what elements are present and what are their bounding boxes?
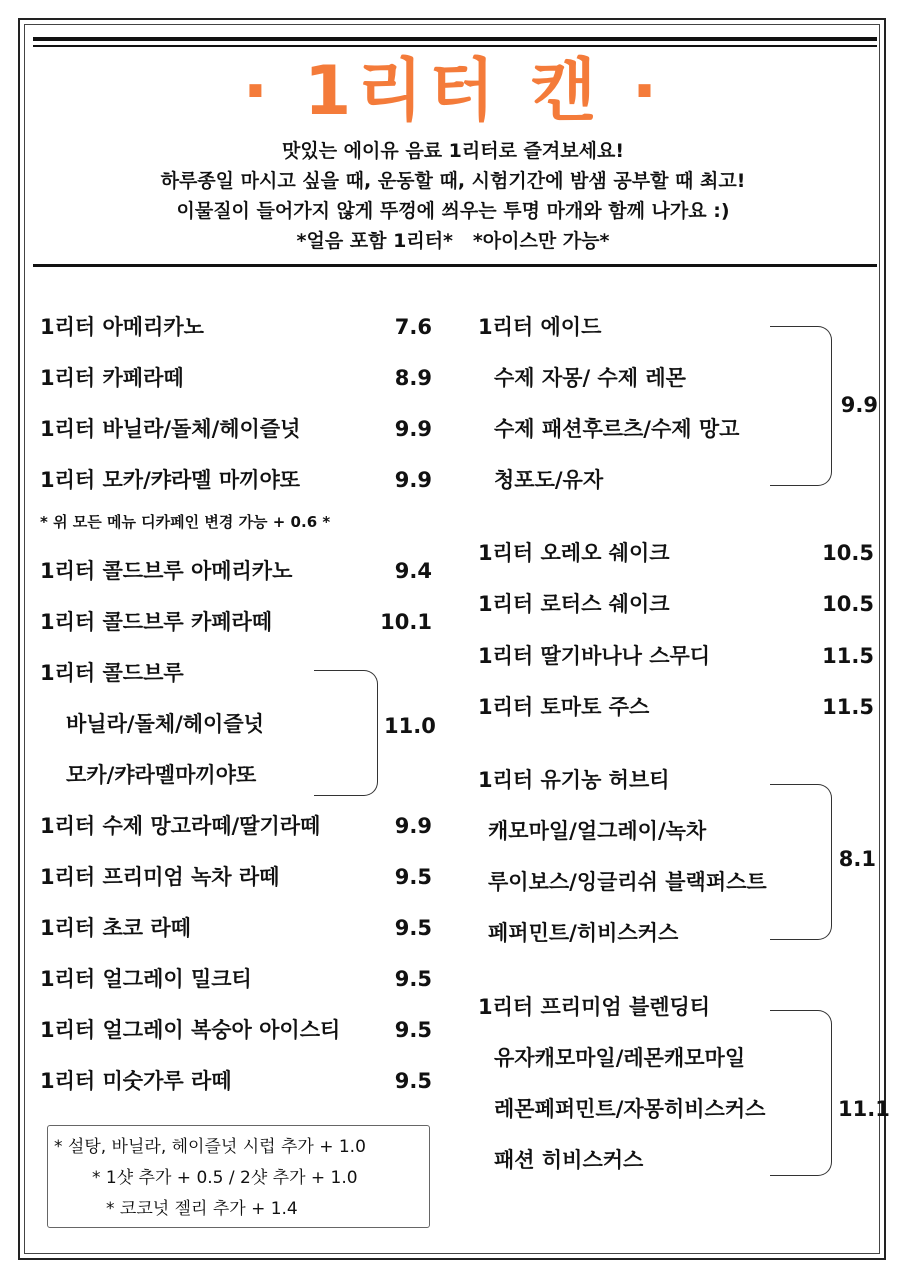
menu-price: 9.5: [394, 967, 432, 991]
group-option: 패션 히비스커스: [494, 1148, 644, 1172]
group-price: 11.0: [384, 714, 436, 738]
menu-item: 1리터 얼그레이 복숭아 아이스티: [40, 1018, 341, 1042]
top-rule-thick: [33, 37, 877, 41]
menu-item: 1리터 모카/캬라멜 마끼야또: [40, 468, 301, 492]
group-price: 8.1: [838, 847, 876, 871]
menu-item: 1리터 미숫가루 라떼: [40, 1069, 232, 1093]
group-bracket: [770, 1010, 832, 1176]
group-option: 바닐라/돌체/헤이즐넛: [66, 712, 264, 736]
menu-price: 9.5: [394, 916, 432, 940]
menu-item: 1리터 카페라떼: [40, 366, 184, 390]
intro-line: *얼음 포함 1리터* *아이스만 가능*: [296, 230, 610, 252]
decaf-note: * 위 모든 메뉴 디카페인 변경 가능 + 0.6 *: [40, 513, 331, 531]
menu-price: 9.5: [394, 865, 432, 889]
header-divider: [33, 264, 877, 267]
intro-line: 맛있는 에이유 음료 1리터로 즐겨보세요!: [281, 140, 624, 162]
group-option: 페퍼민트/히비스커스: [488, 921, 679, 945]
menu-item: 1리터 딸기바나나 스무디: [478, 644, 711, 668]
menu-price: 7.6: [394, 315, 432, 339]
group-option: 수제 자몽/ 수제 레몬: [494, 366, 686, 390]
menu-price: 10.5: [822, 592, 874, 616]
group-option: 유자캐모마일/레몬캐모마일: [494, 1046, 746, 1070]
menu-price: 10.5: [822, 541, 874, 565]
group-option: 캐모마일/얼그레이/녹차: [488, 819, 707, 843]
menu-item: 1리터 오레오 쉐이크: [478, 541, 670, 565]
group-option: 수제 패션후르츠/수제 망고: [494, 417, 740, 441]
menu-price: 9.4: [394, 559, 432, 583]
intro-line: 이물질이 들어가지 않게 뚜껑에 씌우는 투명 마개와 함께 나가요 :): [176, 200, 730, 222]
group-title: 1리터 콜드브루: [40, 661, 184, 685]
group-option: 청포도/유자: [494, 468, 604, 492]
menu-price: 11.5: [822, 695, 874, 719]
menu-item: 1리터 콜드브루 카페라떼: [40, 610, 273, 634]
group-bracket: [770, 326, 832, 486]
group-bracket: [314, 670, 378, 796]
group-price: 9.9: [840, 393, 878, 417]
menu-price: 11.5: [822, 644, 874, 668]
group-title: 1리터 에이드: [478, 315, 602, 339]
menu-item: 1리터 아메리카노: [40, 315, 204, 339]
menu-price: 9.9: [394, 468, 432, 492]
menu-item: 1리터 로터스 쉐이크: [478, 592, 670, 616]
group-title: 1리터 유기농 허브티: [478, 768, 670, 792]
menu-price: 10.1: [380, 610, 432, 634]
group-option: 레몬페퍼민트/자몽히비스커스: [494, 1097, 766, 1121]
menu-price: 9.5: [394, 1069, 432, 1093]
top-rule-thin: [33, 45, 877, 47]
menu-item: 1리터 콜드브루 아메리카노: [40, 559, 293, 583]
menu-price: 9.9: [394, 814, 432, 838]
menu-item: 1리터 바닐라/돌체/헤이즐넛: [40, 417, 301, 441]
menu-item: 1리터 토마토 주스: [478, 695, 650, 719]
group-price: 11.1: [838, 1097, 890, 1121]
extras-box: [47, 1125, 430, 1228]
intro-text: [0, 136, 906, 256]
menu-item: 1리터 수제 망고라떼/딸기라떼: [40, 814, 321, 838]
extras-line: * 코코넛 젤리 추가 + 1.4: [106, 1199, 298, 1219]
menu-item: 1리터 초코 라떼: [40, 916, 191, 940]
extras-line: * 설탕, 바닐라, 헤이즐넛 시럽 추가 + 1.0: [54, 1137, 366, 1157]
group-bracket: [770, 784, 832, 940]
extras-line: * 1샷 추가 + 0.5 / 2샷 추가 + 1.0: [92, 1168, 358, 1188]
menu-title: · 1리터 캔 ·: [242, 52, 664, 131]
group-option: 루이보스/잉글리쉬 블랙퍼스트: [488, 870, 767, 894]
intro-line: 하루종일 마시고 싶을 때, 운동할 때, 시험기간에 밤샘 공부할 때 최고!: [160, 170, 746, 192]
menu-item: 1리터 얼그레이 밀크티: [40, 967, 252, 991]
menu-price: 9.5: [394, 1018, 432, 1042]
menu-price: 8.9: [394, 366, 432, 390]
menu-item: 1리터 프리미엄 녹차 라떼: [40, 865, 280, 889]
menu-price: 9.9: [394, 417, 432, 441]
group-title: 1리터 프리미엄 블렌딩티: [478, 995, 711, 1019]
group-option: 모카/캬라멜마끼야또: [66, 763, 257, 787]
